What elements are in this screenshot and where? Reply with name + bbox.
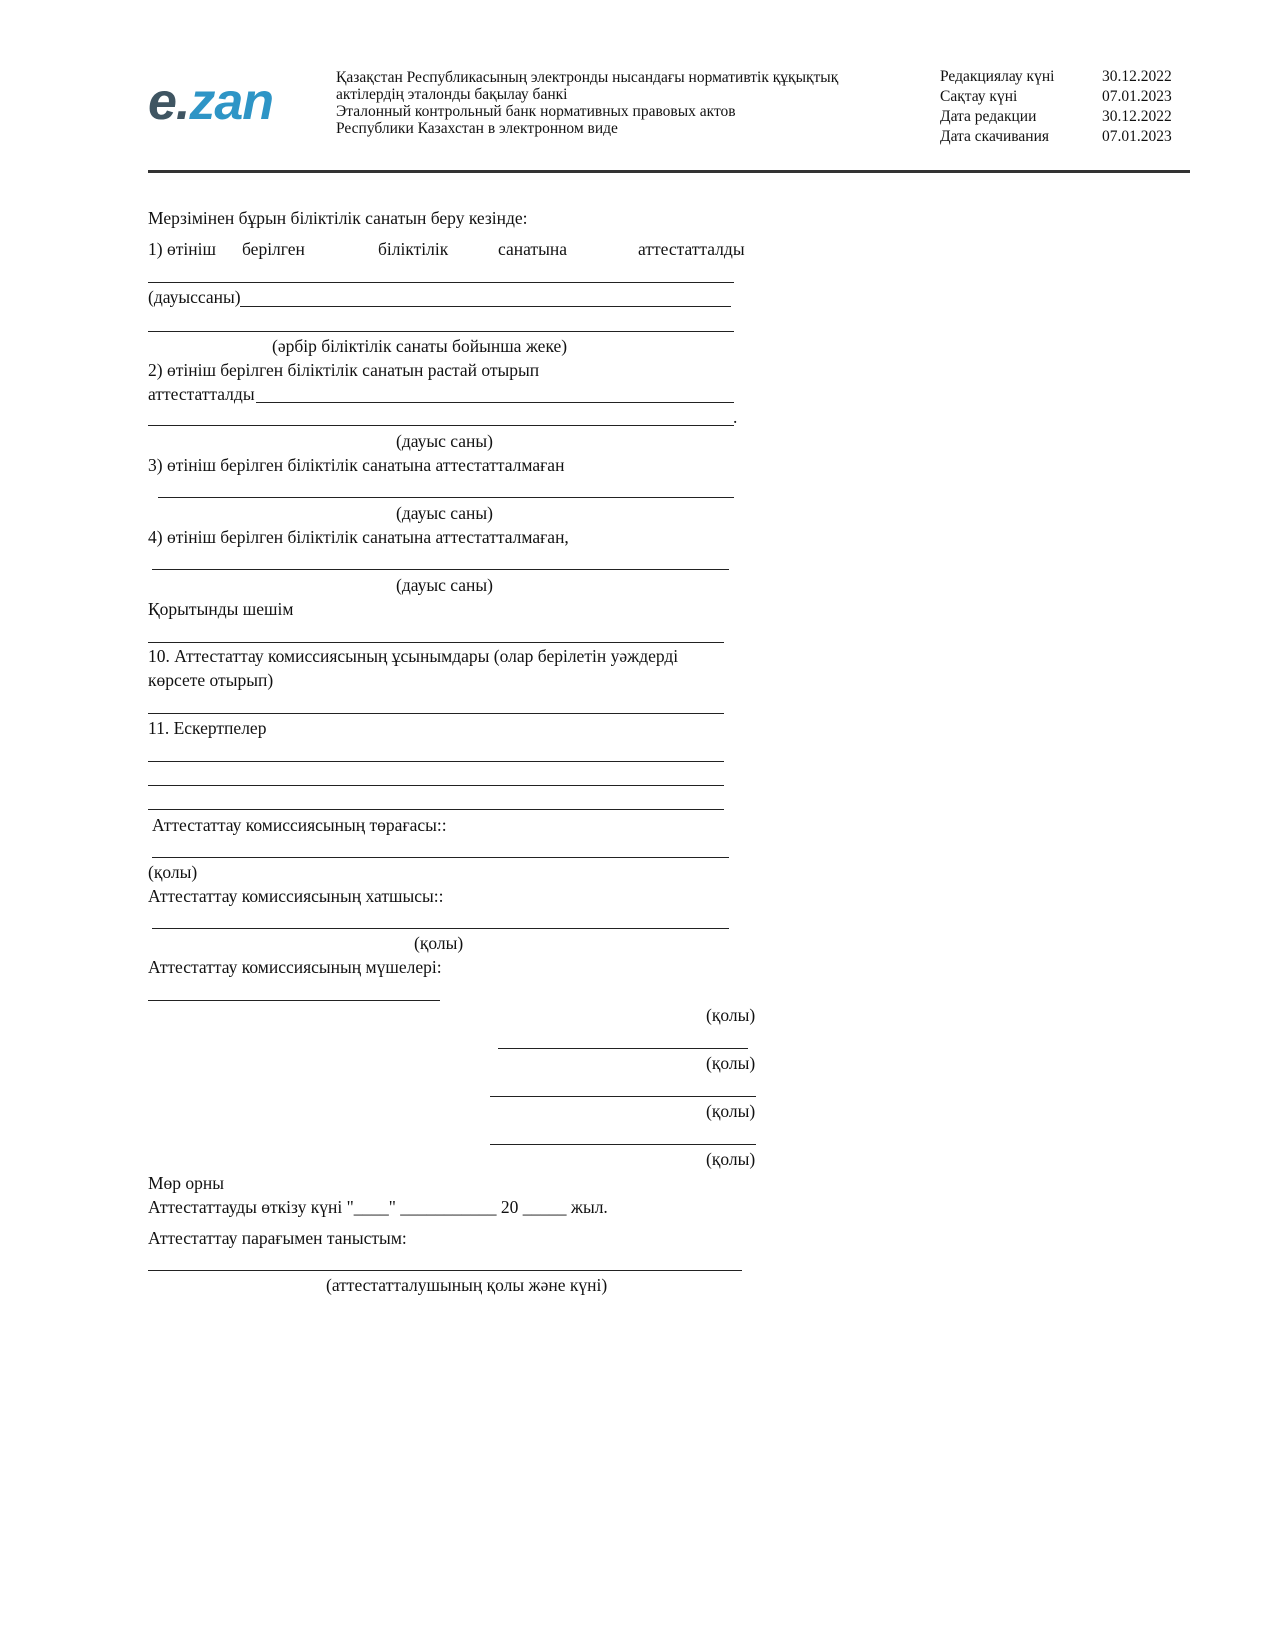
signature-label: (қолы) [706,1005,756,1025]
blank-line [148,713,724,714]
signature-label: (қолы) [706,1053,756,1073]
votes-label: (дауыссаны) [148,287,241,307]
final-decision: Қорытынды шешім [148,599,294,619]
vote-count-label: (дауыс саны) [396,575,493,595]
item1-word: 1) өтініш [148,239,216,259]
signature-label: (қолы) [706,1101,756,1121]
blank-line [148,425,734,426]
chairman-label: Аттестаттау комиссиясының төрағасы:: [152,815,447,835]
signature-line [152,857,729,858]
meta-value: 30.12.2022 [1102,68,1172,85]
meta-label: Редакциялау күні [940,68,1055,85]
bank-title [336,69,838,137]
signature-line [498,1048,748,1049]
meta-value: 07.01.2023 [1102,88,1172,105]
signature-line [152,928,729,929]
blank-line [148,809,724,810]
bank-title-line: актілердің эталонды бақылау банкі [336,86,568,103]
blank-line [152,569,729,570]
blank-line [240,306,731,307]
blank-line [148,331,734,332]
item2-line2: аттестатталды [148,384,255,404]
meta-value: 07.01.2023 [1102,128,1172,145]
signature-line [148,1000,440,1001]
early-assign-heading: Мерзімінен бұрын біліктілік санатын беру кезінде: [148,208,528,228]
item3: 3) өтініш берілген біліктілік санатына аттестатталмаған [148,455,565,475]
signature-label: (қолы) [148,862,198,882]
meta-labels [940,67,1054,147]
secretary-label: Аттестаттау комиссиясының хатшысы:: [148,886,444,906]
item10-line1: 10. Аттестаттау комиссиясының ұсынымдары (олар берілетін уәждерді [148,646,679,666]
item11: 11. Ескертпелер [148,718,267,738]
bank-title-line: Эталонный контрольный банк нормативных правовых актов [336,103,736,120]
blank-line [158,497,734,498]
item1-word: санатына [498,239,567,259]
signature-label: (қолы) [706,1149,756,1169]
item1-word: біліктілік [378,239,449,259]
period: . [733,407,738,427]
header-divider [148,170,1190,173]
blank-line [148,761,724,762]
blank-line [256,402,734,403]
vote-count-label: (дауыс саны) [396,503,493,523]
per-category-note: (әрбір біліктілік санаты бойынша жеке) [272,336,568,356]
signature-line [148,1270,742,1271]
signature-line [490,1096,756,1097]
meta-label: Дата скачивания [940,128,1050,145]
vote-count-label: (дауыс саны) [396,431,493,451]
meta-label: Сақтау күні [940,88,1018,105]
item1-word: берілген [242,239,305,259]
attestation-date: Аттестаттауды өткізу күні "____" ___________ 20 _____ жыл. [148,1197,608,1217]
bank-title-line: Қазақстан Республикасының электронды нысандағы нормативтік құқықтық [336,69,839,86]
meta-label: Дата редакции [940,108,1037,125]
signature-label: (қолы) [414,933,464,953]
item1-word: аттестатталды [638,239,745,259]
members-label: Аттестаттау комиссиясының мүшелері: [148,957,442,977]
blank-line [148,282,734,283]
attestee-signature-label: (аттестатталушының қолы және күні) [326,1275,608,1295]
item4: 4) өтініш берілген біліктілік санатына аттестатталмаған, [148,527,569,547]
seal-place: Мөр орны [148,1173,225,1193]
ezan-logo: e.zan [148,73,274,131]
blank-line [148,785,724,786]
blank-line [148,642,724,643]
item10-line2: көрсете отырып) [148,670,274,690]
item2-line1: 2) өтініш берілген біліктілік санатын растай отырып [148,360,540,380]
meta-value: 30.12.2022 [1102,108,1172,125]
signature-line [490,1144,756,1145]
meta-values [1102,67,1172,147]
bank-title-line: Республики Казахстан в электронном виде [336,120,618,137]
acquainted-label: Аттестаттау парағымен таныстым: [148,1228,407,1248]
